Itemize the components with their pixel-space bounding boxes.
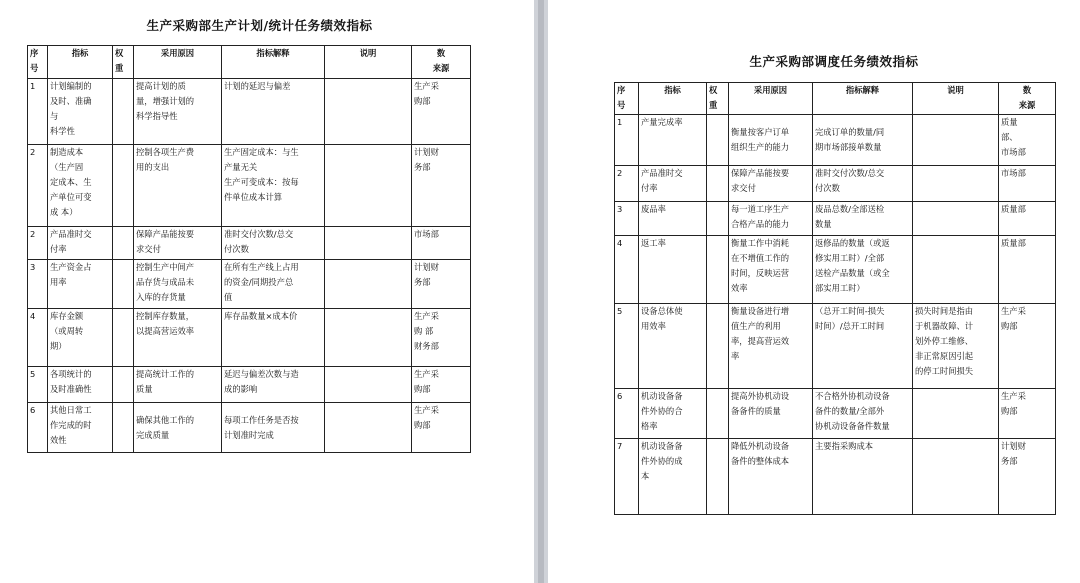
- cell-reason: 提高统计工作的 质量: [134, 367, 222, 403]
- cell-indicator: 设备总体使 用效率: [639, 304, 707, 389]
- cell-explanation: 库存品数量×成本价: [222, 309, 325, 367]
- col-header-indicator: 指标: [639, 83, 707, 115]
- cell-weight: [113, 260, 134, 309]
- col-header-weight: 权 重: [113, 46, 134, 79]
- table-row: [615, 389, 1056, 439]
- table-row: [28, 227, 471, 260]
- cell-weight: [113, 145, 134, 227]
- cell-reason: 控制各项生产费 用的支出: [134, 145, 222, 227]
- cell-note: [325, 367, 412, 403]
- page-scroll-divider: [538, 0, 544, 583]
- table-header-row: [28, 46, 471, 79]
- cell-source: 市场部: [999, 166, 1056, 202]
- col-header-source: 数 来源: [999, 83, 1056, 115]
- table-row: [28, 145, 471, 227]
- cell-weight: [113, 367, 134, 403]
- cell-note: [325, 79, 412, 145]
- cell-weight: [707, 115, 729, 166]
- cell-weight: [707, 304, 729, 389]
- cell-explanation: 准时交付次数/总交 付次数: [813, 166, 913, 202]
- cell-no: 2: [615, 166, 639, 202]
- col-header-explanation: 指标解释: [222, 46, 325, 79]
- cell-explanation: 返修品的数量（或返 修实用工时）/全部 送检产品数量（或全 部实用工时）: [813, 236, 913, 304]
- cell-indicator: 废品率: [639, 202, 707, 236]
- cell-note: 损失时间是指由 于机器故障、计 划外停工维修、 非正常原因引起 的停工时间损失: [913, 304, 999, 389]
- cell-indicator: 机动设备备 件外协的成 本: [639, 439, 707, 515]
- table-row: [28, 403, 471, 453]
- cell-source: 质量 部、 市场部: [999, 115, 1056, 166]
- cell-no: 6: [615, 389, 639, 439]
- cell-note: [913, 115, 999, 166]
- cell-note: [325, 260, 412, 309]
- cell-source: 生产采 购部: [412, 367, 471, 403]
- table-row: [615, 166, 1056, 202]
- cell-indicator: 产品准时交 付率: [639, 166, 707, 202]
- cell-note: [913, 236, 999, 304]
- cell-weight: [707, 236, 729, 304]
- cell-source: 质量部: [999, 236, 1056, 304]
- cell-indicator: 其他日常工 作完成的时 效性: [48, 403, 113, 453]
- cell-note: [325, 145, 412, 227]
- cell-weight: [113, 227, 134, 260]
- cell-note: [913, 166, 999, 202]
- cell-no: 1: [615, 115, 639, 166]
- cell-source: 市场部: [412, 227, 471, 260]
- cell-reason: 确保其他工作的 完成质量: [134, 403, 222, 453]
- cell-reason: 控制库存数量， 以提高营运效率: [134, 309, 222, 367]
- cell-indicator: 库存金额 （或周转 期）: [48, 309, 113, 367]
- cell-source: 生产采 购 部 财务部: [412, 309, 471, 367]
- left-indicator-table: [27, 45, 471, 453]
- cell-source: 计划财 务部: [412, 260, 471, 309]
- cell-explanation: （总开工时间-损失 时间）/总开工时间: [813, 304, 913, 389]
- table-row: [615, 236, 1056, 304]
- cell-source: 生产采 购部: [412, 403, 471, 453]
- cell-reason: 衡量设备进行增 值生产的利用 率，提高营运效 率: [729, 304, 813, 389]
- right-indicator-table: [614, 82, 1056, 515]
- cell-source: 计划财 务部: [412, 145, 471, 227]
- cell-source: 质量部: [999, 202, 1056, 236]
- col-header-note: 说明: [913, 83, 999, 115]
- cell-explanation: 计划的延迟与偏差: [222, 79, 325, 145]
- cell-weight: [707, 166, 729, 202]
- cell-no: 4: [28, 309, 48, 367]
- cell-explanation: 不合格外协机动设备 备件的数量/全部外 协机动设备备件数量: [813, 389, 913, 439]
- cell-weight: [113, 309, 134, 367]
- cell-weight: [707, 389, 729, 439]
- cell-indicator: 生产资金占 用率: [48, 260, 113, 309]
- cell-reason: 提高外协机动设 备备件的质量: [729, 389, 813, 439]
- cell-weight: [113, 79, 134, 145]
- cell-note: [325, 227, 412, 260]
- cell-no: 3: [615, 202, 639, 236]
- col-header-indicator: 指标: [48, 46, 113, 79]
- left-doc-title: 生产采购部生产计划/统计任务绩效指标: [146, 18, 373, 33]
- cell-explanation: 完成订单的数量/同 期市场部接单数量: [813, 115, 913, 166]
- cell-explanation: 在所有生产线上占用 的资金/同期投产总 值: [222, 260, 325, 309]
- cell-note: [325, 309, 412, 367]
- cell-weight: [707, 439, 729, 515]
- cell-no: 2: [28, 145, 48, 227]
- cell-indicator: 产品准时交 付率: [48, 227, 113, 260]
- cell-reason: 提高计划的质 量，增强计划的 科学指导性: [134, 79, 222, 145]
- cell-note: [325, 403, 412, 453]
- cell-no: 3: [28, 260, 48, 309]
- table-row: [28, 367, 471, 403]
- cell-note: [913, 202, 999, 236]
- col-header-weight: 权 重: [707, 83, 729, 115]
- table-row: [28, 79, 471, 145]
- col-header-reason: 采用原因: [134, 46, 222, 79]
- cell-indicator: 产量完成率: [639, 115, 707, 166]
- table-row: [28, 309, 471, 367]
- col-header-explanation: 指标解释: [813, 83, 913, 115]
- cell-explanation: 准时交付次数/总交 付次数: [222, 227, 325, 260]
- col-header-source: 数 来源: [412, 46, 471, 79]
- cell-no: 6: [28, 403, 48, 453]
- cell-source: 计划财 务部: [999, 439, 1056, 515]
- cell-no: 7: [615, 439, 639, 515]
- table-row: [615, 115, 1056, 166]
- cell-weight: [113, 403, 134, 453]
- cell-indicator: 机动设备备 件外协的合 格率: [639, 389, 707, 439]
- cell-explanation: 主要指采购成本: [813, 439, 913, 515]
- cell-reason: 降低外机动设备 备件的整体成本: [729, 439, 813, 515]
- table-row: [615, 304, 1056, 389]
- col-header-note: 说明: [325, 46, 412, 79]
- cell-source: 生产采 购部: [999, 389, 1056, 439]
- cell-explanation: 生产固定成本：与生 产量无关 生产可变成本：按每 件单位成本计算: [222, 145, 325, 227]
- cell-note: [913, 389, 999, 439]
- cell-no: 5: [28, 367, 48, 403]
- cell-indicator: 各项统计的 及时准确性: [48, 367, 113, 403]
- cell-indicator: 制造成本 （生产固 定成本、生 产单位可变 成 本）: [48, 145, 113, 227]
- cell-no: 4: [615, 236, 639, 304]
- table-row: [615, 439, 1056, 515]
- cell-reason: 控制生产中间产 品存货与成品未 入库的存货量: [134, 260, 222, 309]
- cell-source: 生产采 购部: [412, 79, 471, 145]
- cell-explanation: 每项工作任务是否按 计划准时完成: [222, 403, 325, 453]
- cell-no: 5: [615, 304, 639, 389]
- cell-reason: 衡量按客户订单 组织生产的能力: [729, 115, 813, 166]
- cell-no: 2: [28, 227, 48, 260]
- cell-reason: 每一道工序生产 合格产品的能力: [729, 202, 813, 236]
- cell-note: [913, 439, 999, 515]
- table-header-row: [615, 83, 1056, 115]
- cell-source: 生产采 购部: [999, 304, 1056, 389]
- cell-weight: [707, 202, 729, 236]
- cell-indicator: 返工率: [639, 236, 707, 304]
- cell-reason: 保障产品能按要 求交付: [729, 166, 813, 202]
- col-header-reason: 采用原因: [729, 83, 813, 115]
- cell-indicator: 计划编制的 及时、准确 与 科学性: [48, 79, 113, 145]
- col-header-no: 序 号: [615, 83, 639, 115]
- cell-no: 1: [28, 79, 48, 145]
- cell-explanation: 延迟与偏差次数与造 成的影响: [222, 367, 325, 403]
- cell-reason: 保障产品能按要 求交付: [134, 227, 222, 260]
- table-row: [28, 260, 471, 309]
- cell-explanation: 废品总数/全部送检 数量: [813, 202, 913, 236]
- table-row: [615, 202, 1056, 236]
- cell-reason: 衡量工作中消耗 在不增值工作的 时间，反映运营 效率: [729, 236, 813, 304]
- right-doc-title: 生产采购部调度任务绩效指标: [749, 54, 919, 69]
- col-header-no: 序 号: [28, 46, 48, 79]
